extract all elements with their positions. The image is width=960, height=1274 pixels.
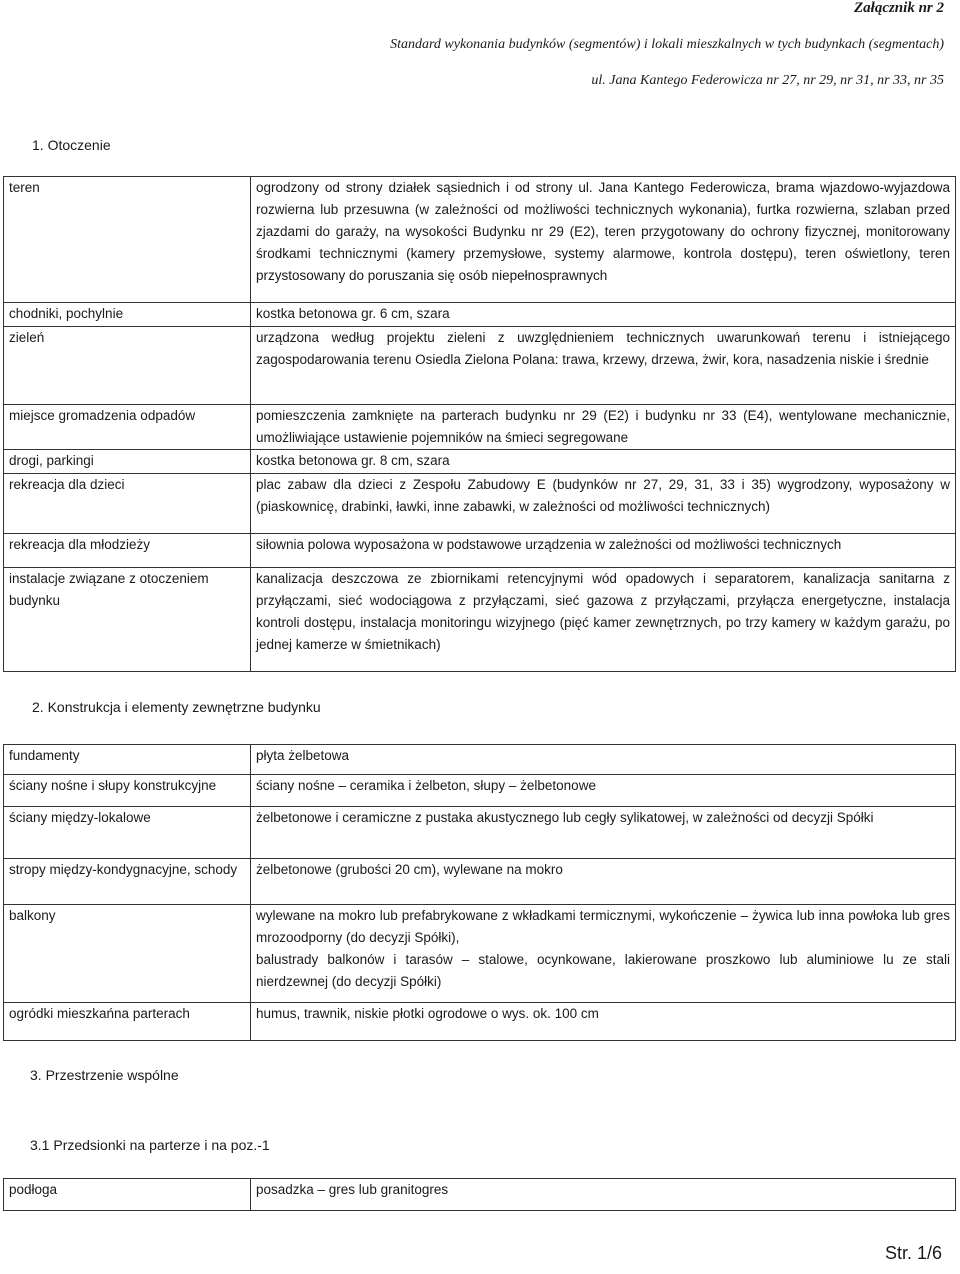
row-value: płyta żelbetowa <box>251 745 956 775</box>
table-row <box>4 534 956 568</box>
row-value: urządzona według projektu zieleni z uwzględnieniem technicznych uwarunkowań terenu i istniejącego zagospodarowania terenu Osiedla Zielona Polana: trawa, krzewy, drzewa, żwir, kora, nasadzenia niskie i średnie <box>251 327 956 405</box>
table-row <box>4 807 956 859</box>
table-row <box>4 745 956 775</box>
section-heading-construction: 2. Konstrukcja i elementy zewnętrzne budynku <box>32 699 321 715</box>
annex-label: Załącznik nr 2 <box>853 0 944 16</box>
row-value-part: balustrady balkonów i tarasów – stalowe, ocynkowane, lakierowane proszkowo lub aluminiowe lu ze stali nierdzewnej (do decyzji Spółki) <box>256 952 950 989</box>
table-row <box>4 1179 956 1211</box>
document-address: ul. Jana Kantego Federowicza nr 27, nr 29, nr 31, nr 33, nr 35 <box>591 73 944 88</box>
document-title: Standard wykonania budynków (segmentów) i lokali mieszkalnych w tych budynkach (segmentach) <box>390 37 944 52</box>
row-label: zieleń <box>4 327 251 405</box>
page-number: Str. 1/6 <box>884 1243 942 1263</box>
table-row <box>4 775 956 807</box>
construction-table <box>3 744 956 1041</box>
row-label: ściany nośne i słupy konstrukcyjne <box>4 775 251 807</box>
section-heading-surroundings: 1. Otoczenie <box>32 137 111 153</box>
row-value: kostka betonowa gr. 8 cm, szara <box>251 450 956 474</box>
table-row <box>4 303 956 327</box>
table-row <box>4 859 956 905</box>
row-value: pomieszczenia zamknięte na parterach budynku nr 29 (E2) i budynku nr 33 (E4), wentylowane mechanicznie, umożliwiające ustawienie pojemników na śmieci segregowane <box>251 405 956 450</box>
table-row <box>4 177 956 303</box>
vestibules-table <box>3 1178 956 1211</box>
table-row <box>4 405 956 450</box>
row-value: humus, trawnik, niskie płotki ogrodowe o wys. ok. 100 cm <box>251 1003 956 1041</box>
row-label: ściany między-lokalowe <box>4 807 251 859</box>
row-value: żelbetonowe i ceramiczne z pustaka akustycznego lub cegły sylikatowej, w zależności od decyzji Spółki <box>251 807 956 859</box>
row-label: ogródki mieszkańna parterach <box>4 1003 251 1041</box>
row-value: ogrodzony od strony działek sąsiednich i od strony ul. Jana Kantego Federowicza, brama wjazdowo-wyjazdowa rozwierna lub przesuwna (w zależności od możliwości technicznych wykonania), furtka rozwierna, szlaban przed zjazdami do garaży, na wysokości Budynku nr 29 (E2), teren przygotowany do ochrony fizycznej, monitorowany środkami technicznymi (kamery przemysłowe, systemy alarmowe, kontrola dostępu), teren oświetlony, teren przystosowany do poruszania się osób niepełnosprawnych <box>251 177 956 303</box>
table-row <box>4 568 956 672</box>
row-value: ściany nośne – ceramika i żelbeton, słupy – żelbetonowe <box>251 775 956 807</box>
row-label: fundamenty <box>4 745 251 775</box>
row-label: drogi, parkingi <box>4 450 251 474</box>
row-value: kanalizacja deszczowa ze zbiornikami retencyjnymi wód opadowych i separatorem, kanalizacja sanitarna z przyłączami, sieć wodociągowa z przyłączami, sieć gazowa z przyłączami, przyłącza energetyczne, instalacja kontroli dostępu, instalacja monitoringu wizyjnego (pięć kamer zewnętrznych, po trzy kamery w każdym garażu, po jednej kamerze w śmietnikach) <box>251 568 956 672</box>
row-value: kostka betonowa gr. 6 cm, szara <box>251 303 956 327</box>
row-label: stropy między-kondygnacyjne, schody <box>4 859 251 905</box>
row-label: rekreacja dla młodzieży <box>4 534 251 568</box>
row-value <box>251 905 956 1003</box>
row-value: żelbetonowe (grubości 20 cm), wylewane na mokro <box>251 859 956 905</box>
row-value-part: wylewane na mokro lub prefabrykowane z wkładkami termicznymi, wykończenie – żywica lub inna powłoka lub gres mrozoodporny (do decyzji Spółki), <box>256 908 950 945</box>
table-row <box>4 905 956 1003</box>
row-label: rekreacja dla dzieci <box>4 474 251 534</box>
subsection-heading-vestibules: 3.1 Przedsionki na parterze i na poz.-1 <box>30 1137 270 1153</box>
row-label: instalacje związane z otoczeniem budynku <box>4 568 251 672</box>
row-value: plac zabaw dla dzieci z Zespołu Zabudowy E (budynków nr 27, 29, 31, 33 i 35) wygrodzony, wyposażony w (piaskownicę, drabinki, ławki, inne zabawki, w zależności od możliwości technicznych) <box>251 474 956 534</box>
row-label: miejsce gromadzenia odpadów <box>4 405 251 450</box>
table-row <box>4 327 956 405</box>
section-heading-common-spaces: 3. Przestrzenie wspólne <box>30 1067 179 1083</box>
row-label: balkony <box>4 905 251 1003</box>
table-row <box>4 1003 956 1041</box>
row-label: chodniki, pochylnie <box>4 303 251 327</box>
surroundings-table <box>3 176 956 672</box>
table-row <box>4 450 956 474</box>
row-value: posadzka – gres lub granitogres <box>251 1179 956 1211</box>
table-row <box>4 474 956 534</box>
row-label: podłoga <box>4 1179 251 1211</box>
row-value: siłownia polowa wyposażona w podstawowe urządzenia w zależności od możliwości technicznych <box>251 534 956 568</box>
row-label: teren <box>4 177 251 303</box>
